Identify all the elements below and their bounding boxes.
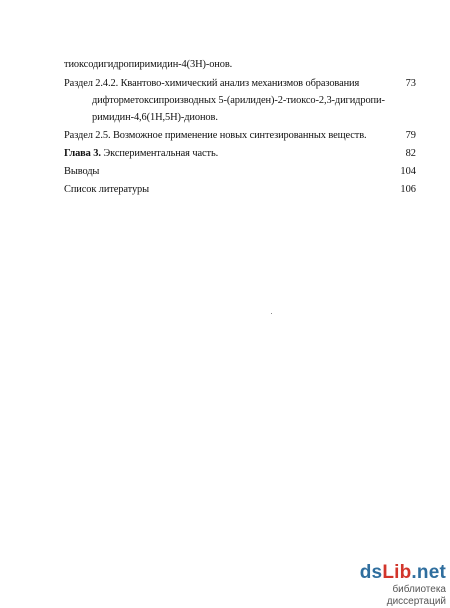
- toc-entry-2-5-page: 79: [405, 130, 416, 141]
- toc-entry-2-4-2-line3: римидин-4,6(1Н,5Н)-дионов.: [92, 112, 218, 123]
- toc-entry-references-title: Список литературы: [64, 184, 150, 195]
- toc-entry-2-5-title: Раздел 2.5. Возможное применение новых синтезированных веществ.: [64, 130, 367, 141]
- toc-entry-conclusions-title: Выводы: [64, 166, 100, 177]
- toc-chapter-text: Экспериментальная часть.: [100, 148, 219, 159]
- toc-continuation-line: тиоксодигидропиримидин-4(3Н)-онов.: [64, 59, 233, 70]
- toc-entry-conclusions-page: 104: [400, 166, 416, 177]
- dslib-subtitle: библиотека диссертаций: [386, 584, 446, 607]
- toc-entry-2-4-2-page: 73: [405, 78, 416, 89]
- toc-entry-2-4-2-line2: дифторметоксипроизводных 5-(арилиден)-2-тиоксо-2,3-дигидропи-: [92, 95, 385, 106]
- toc-entry-chapter-3-title: [64, 147, 218, 160]
- dslib-watermark[interactable]: [336, 563, 446, 608]
- toc-entry-references-page: 106: [400, 184, 416, 195]
- scan-speck: [271, 313, 272, 314]
- toc-entry-chapter-3-page: 82: [405, 148, 416, 159]
- toc-chapter-label: Глава 3.: [64, 148, 101, 159]
- toc-entry-2-4-2-title: Раздел 2.4.2. Квантово-химический анализ механизмов образования: [64, 78, 360, 89]
- dslib-logo: dsLib.net: [359, 562, 446, 583]
